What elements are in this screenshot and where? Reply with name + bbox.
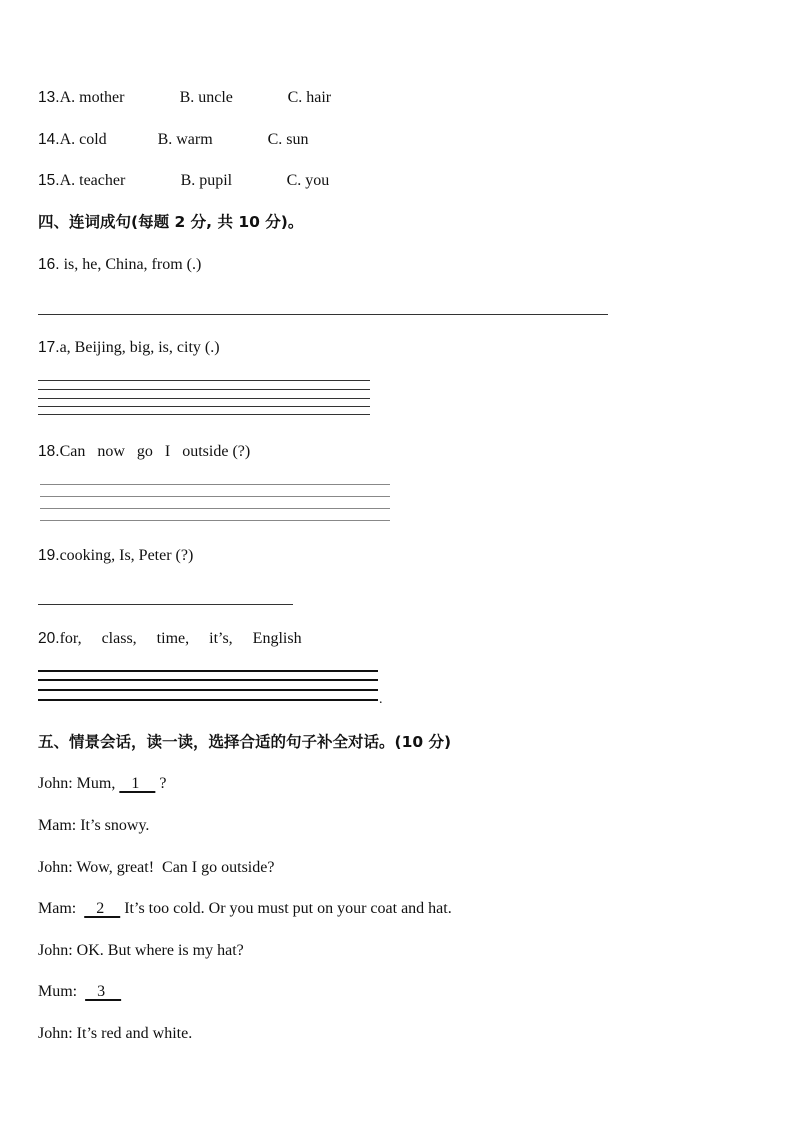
answer-line[interactable]: [38, 398, 370, 399]
question-17: [38, 338, 220, 358]
answer-line[interactable]: [38, 604, 293, 605]
question-15: [38, 171, 329, 191]
dialog-line-5: [38, 941, 244, 961]
dialog-speaker-text: John: Wow, great! Can I go outside?: [38, 859, 275, 876]
question-text: a, Beijing, big, is, city (.): [59, 339, 220, 356]
option-b: B. pupil: [180, 172, 233, 189]
question-number: 17.: [38, 339, 60, 356]
question-13: [38, 88, 331, 108]
answer-line[interactable]: [38, 414, 370, 415]
question-18: [38, 442, 250, 462]
dialog-speaker-text: Mam:: [38, 900, 85, 917]
question-number: 13.: [38, 89, 60, 106]
answer-line[interactable]: [40, 508, 390, 509]
dialog-line-1: [38, 774, 166, 794]
dialog-speaker-text: Mum:: [38, 983, 86, 1000]
question-number: 16.: [38, 256, 60, 273]
option-c: C. sun: [267, 131, 309, 148]
answer-line[interactable]: [38, 314, 608, 315]
answer-line[interactable]: [38, 699, 378, 701]
dialog-line-3: [38, 858, 274, 878]
option-b: B. warm: [157, 131, 213, 148]
option-a: A. cold: [59, 131, 107, 148]
answer-blank-1[interactable]: 1: [119, 775, 156, 792]
dialog-line-7: [38, 1024, 192, 1044]
question-16: [38, 255, 201, 275]
answer-line[interactable]: [40, 484, 390, 485]
option-c: C. you: [286, 172, 330, 189]
question-text: cooking, Is, Peter (?): [59, 547, 194, 564]
question-text: Can now go I outside (?): [59, 443, 251, 460]
question-14: [38, 130, 308, 150]
answer-line[interactable]: [38, 670, 378, 672]
answer-blank-2[interactable]: 2: [84, 900, 121, 917]
section-4-title: 四、连词成句(每题 2 分, 共 10 分)。: [38, 213, 304, 231]
dialog-line-6: [38, 982, 121, 1002]
question-text: for, class, time, it’s, English: [59, 630, 302, 647]
dialog-after-text: ?: [155, 775, 167, 792]
answer-line[interactable]: [38, 406, 370, 407]
dialog-line-4: [38, 899, 452, 919]
question-number: 15.: [38, 172, 60, 189]
question-number: 20.: [38, 630, 60, 647]
answer-line[interactable]: [38, 679, 378, 681]
option-b: B. uncle: [179, 89, 233, 106]
section-5-title: 五、情景会话，读一读，选择合适的句子补全对话。(10 分): [38, 733, 452, 751]
dialog-speaker-text: Mam: It’s snowy.: [38, 817, 150, 834]
dialog-line-2: [38, 816, 149, 836]
dialog-after-text: It’s too cold. Or you must put on your coat and hat.: [120, 900, 452, 917]
option-a: A. teacher: [59, 172, 126, 189]
answer-line[interactable]: [38, 380, 370, 381]
answer-line[interactable]: [38, 389, 370, 390]
dialog-speaker-text: John: OK. But where is my hat?: [38, 942, 244, 959]
question-20: [38, 629, 302, 649]
question-19: [38, 546, 193, 566]
end-period: .: [379, 692, 383, 707]
dialog-speaker-text: John: Mum,: [38, 775, 120, 792]
option-a: A. mother: [59, 89, 125, 106]
question-text: is, he, China, from (.): [59, 256, 202, 273]
dialog-speaker-text: John: It’s red and white.: [38, 1025, 193, 1042]
question-number: 19.: [38, 547, 60, 564]
answer-line[interactable]: [38, 689, 378, 691]
question-number: 18.: [38, 443, 60, 460]
answer-blank-3[interactable]: 3: [85, 983, 122, 1000]
answer-line[interactable]: [40, 520, 390, 521]
answer-line[interactable]: [40, 496, 390, 497]
option-c: C. hair: [287, 89, 332, 106]
question-number: 14.: [38, 131, 60, 148]
